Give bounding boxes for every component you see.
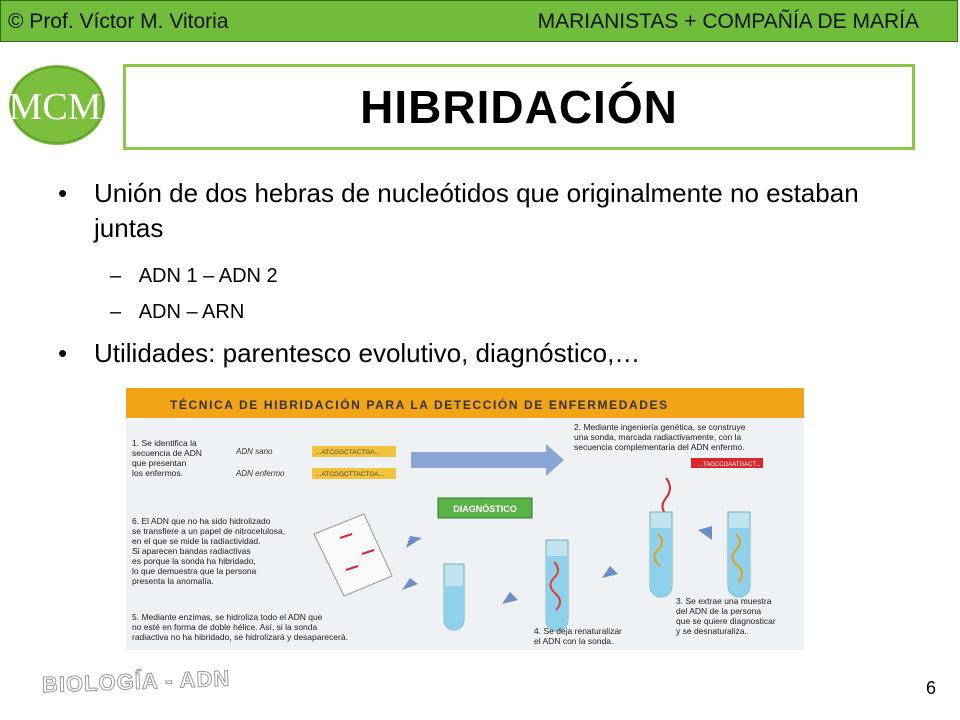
svg-text:se transfiere a un papel de ni: se transfiere a un papel de nitrocelulosa,: [132, 526, 286, 536]
sub-bullet-1: [110, 263, 278, 289]
svg-text:secuencia complementaria del A: secuencia complementaria del ADN enfermo.: [574, 442, 745, 452]
svg-text:lo que demuestra que la person: lo que demuestra que la persona: [132, 566, 257, 576]
title-box: [123, 64, 915, 150]
sub-bullet-2: [110, 299, 244, 325]
dash-icon: –: [110, 301, 122, 323]
bullet-2-text: Utilidades: parentesco evolutivo, diagnóstico,…: [94, 338, 641, 368]
sub-bullet-1-text: ADN 1 – ADN 2: [138, 265, 278, 287]
svg-text:es porque la sonda ha hibridad: es porque la sonda ha hibridado,: [132, 556, 256, 566]
test-tube: [444, 564, 464, 630]
probe-seq: ...TAGCCGAATGACT...: [698, 462, 761, 468]
svg-text:4. Se deja renaturalizar: 4. Se deja renaturalizar: [534, 626, 622, 636]
logo-text: MCM: [8, 86, 102, 128]
svg-text:1. Se identifica la: 1. Se identifica la: [132, 438, 197, 448]
svg-text:3. Se extrae una muestra: 3. Se extrae una muestra: [676, 596, 772, 606]
svg-text:y se desnaturaliza.: y se desnaturaliza.: [676, 626, 747, 636]
adn-sano-seq: ...ATCGGCTACTGA...: [316, 449, 381, 456]
svg-text:que presentan: que presentan: [132, 458, 187, 468]
bullet-2: [58, 336, 878, 372]
adn-sano-label: ADN sano: [236, 447, 273, 456]
step4-text: [534, 626, 622, 646]
svg-text:secuencia de ADN: secuencia de ADN: [132, 448, 202, 458]
slide-title: HIBRIDACIÓN: [360, 81, 678, 133]
svg-text:una sonda, marcada radiactivam: una sonda, marcada radiactivamente, con la: [574, 432, 742, 442]
svg-text:5. Mediante enzimas, se hidrol: 5. Mediante enzimas, se hidroliza todo el ADN que: [132, 612, 323, 622]
step5-text: [132, 612, 348, 642]
figure-title: TÉCNICA DE HIBRIDACIÓN PARA LA DETECCIÓN DE ENFERMEDADES: [170, 398, 669, 412]
adn-enfermo-label: ADN enfermo: [236, 469, 285, 478]
bullet-dot-icon: •: [58, 178, 68, 208]
svg-text:2. Mediante ingeniería genétic: 2. Mediante ingeniería genética, se construye: [574, 422, 746, 432]
svg-text:6. El ADN que no ha sido hidro: 6. El ADN que no ha sido hidrolizado: [132, 516, 271, 526]
svg-text:no esté en forma de doble héli: no esté en forma de doble hélice. Así, si la sonda: [132, 622, 318, 632]
step2-text: [574, 422, 746, 452]
dash-icon: –: [110, 265, 122, 287]
svg-text:Si aparecen bandas radiactivas: Si aparecen bandas radiactivas: [132, 546, 251, 556]
subject-watermark: BIOLOGÍA - ADN: [41, 665, 231, 698]
svg-text:del ADN de la persona: del ADN de la persona: [676, 606, 762, 616]
header-bar: [0, 0, 958, 42]
hybridization-figure: [126, 388, 804, 650]
svg-text:presenta la anomalía.: presenta la anomalía.: [132, 576, 214, 586]
svg-text:los enfermos.: los enfermos.: [132, 468, 184, 478]
test-tube: [546, 540, 568, 631]
institution-text: MARIANISTAS + COMPAÑÍA DE MARÍA: [537, 10, 919, 33]
svg-text:el ADN con la sonda.: el ADN con la sonda.: [534, 636, 614, 646]
test-tube: [650, 512, 672, 597]
diagnostico-label: DIAGNÓSTICO: [453, 504, 517, 514]
bullet-1: [58, 176, 878, 248]
test-tube: [728, 512, 750, 597]
svg-text:en el que se mide la radiactiv: en el que se mide la radiactividad.: [132, 536, 261, 546]
bullet-dot-icon: •: [58, 338, 68, 368]
author-text: © Prof. Víctor M. Vitoria: [8, 10, 229, 33]
svg-text:radiactiva no ha hibridado, se: radiactiva no ha hibridado, se hidrolizará y desaparecerá.: [132, 632, 348, 642]
adn-enfermo-seq: ...ATCGGCTTACTGA...: [316, 471, 385, 478]
bullet-1-text: Unión de dos hebras de nucleótidos que originalmente no estaban juntas: [94, 178, 859, 243]
mcm-logo: [5, 62, 105, 148]
page-number: 6: [926, 678, 937, 698]
sub-bullet-2-text: ADN – ARN: [138, 301, 245, 323]
svg-text:que se quiere diagnosticar: que se quiere diagnosticar: [676, 616, 776, 626]
